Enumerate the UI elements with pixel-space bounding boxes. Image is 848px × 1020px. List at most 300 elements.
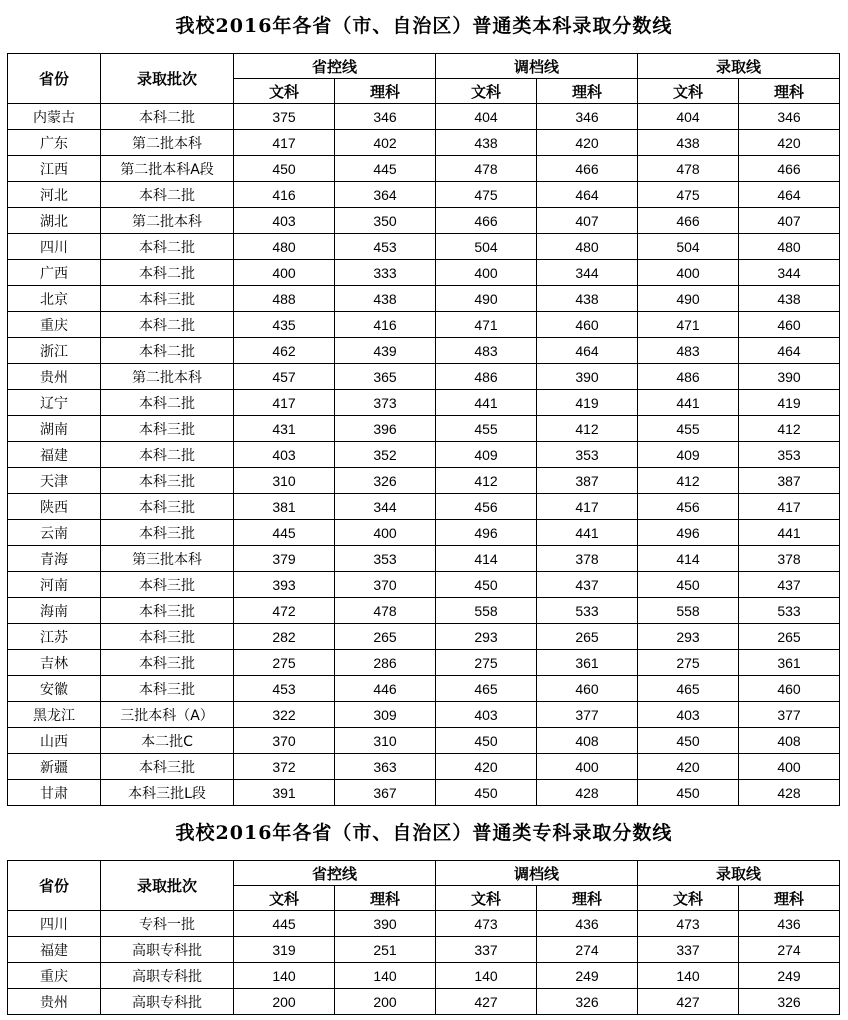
cell-batch: 第二批本科 [101,364,234,390]
cell-adjust-science: 438 [537,286,638,312]
cell-admit-arts: 478 [638,156,739,182]
cell-batch: 本科二批 [101,312,234,338]
cell-batch: 第二批本科 [101,208,234,234]
cell-admit-arts: 412 [638,468,739,494]
cell-admit-arts: 409 [638,442,739,468]
table-row [8,416,840,442]
cell-province: 安徽 [8,676,101,702]
table-row [8,598,840,624]
header-control-line: 省控线 [234,54,436,79]
cell-batch: 本科三批 [101,572,234,598]
header-admit-line: 录取线 [638,54,840,79]
table-row [8,104,840,130]
cell-control-science: 353 [335,546,436,572]
cell-control-arts: 282 [234,624,335,650]
cell-province: 四川 [8,234,101,260]
table-row [8,390,840,416]
cell-control-arts: 417 [234,390,335,416]
cell-batch: 本科二批 [101,104,234,130]
table-row [8,624,840,650]
cell-adjust-science: 377 [537,702,638,728]
cell-adjust-arts: 558 [436,598,537,624]
table-row [8,156,840,182]
cell-province: 贵州 [8,989,101,1015]
cell-province: 山西 [8,728,101,754]
cell-adjust-science: 436 [537,911,638,937]
cell-admit-science: 460 [739,676,840,702]
cell-adjust-science: 400 [537,754,638,780]
header-arts: 文科 [436,79,537,104]
cell-adjust-science: 419 [537,390,638,416]
cell-batch: 本科三批 [101,416,234,442]
cell-admit-science: 464 [739,182,840,208]
cell-province: 福建 [8,442,101,468]
cell-province: 吉林 [8,650,101,676]
vocational-table [7,860,840,1015]
cell-adjust-arts: 438 [436,130,537,156]
cell-control-science: 251 [335,937,436,963]
undergrad-table-body [8,104,840,806]
cell-admit-science: 436 [739,911,840,937]
cell-province: 福建 [8,937,101,963]
cell-batch: 高职专科批 [101,963,234,989]
cell-adjust-arts: 473 [436,911,537,937]
cell-adjust-arts: 412 [436,468,537,494]
cell-batch: 本科二批 [101,442,234,468]
cell-control-arts: 319 [234,937,335,963]
cell-adjust-science: 353 [537,442,638,468]
cell-batch: 本二批C [101,728,234,754]
cell-admit-arts: 486 [638,364,739,390]
cell-adjust-science: 249 [537,963,638,989]
cell-control-arts: 431 [234,416,335,442]
cell-admit-arts: 140 [638,963,739,989]
cell-control-science: 478 [335,598,436,624]
cell-admit-arts: 403 [638,702,739,728]
cell-control-science: 396 [335,416,436,442]
table-row [8,312,840,338]
cell-admit-science: 441 [739,520,840,546]
cell-batch: 高职专科批 [101,937,234,963]
cell-batch: 本科二批 [101,234,234,260]
table-row [8,546,840,572]
table-row [8,442,840,468]
cell-province: 海南 [8,598,101,624]
table-row [8,130,840,156]
cell-control-arts: 453 [234,676,335,702]
header-admit-line: 录取线 [638,861,840,886]
cell-control-science: 346 [335,104,436,130]
cell-province: 重庆 [8,312,101,338]
cell-adjust-arts: 409 [436,442,537,468]
cell-control-arts: 472 [234,598,335,624]
cell-control-arts: 400 [234,260,335,286]
cell-province: 云南 [8,520,101,546]
table-row [8,989,840,1015]
cell-admit-science: 417 [739,494,840,520]
table-row [8,468,840,494]
cell-batch: 本科三批 [101,624,234,650]
cell-province: 浙江 [8,338,101,364]
cell-adjust-science: 420 [537,130,638,156]
cell-control-science: 390 [335,911,436,937]
table-row [8,676,840,702]
header-science: 理科 [739,79,840,104]
table-row [8,520,840,546]
cell-batch: 高职专科批 [101,989,234,1015]
cell-province: 广西 [8,260,101,286]
cell-adjust-science: 533 [537,598,638,624]
cell-province: 陕西 [8,494,101,520]
cell-admit-science: 428 [739,780,840,806]
cell-control-science: 364 [335,182,436,208]
vocational-table-body [8,911,840,1015]
table-row [8,208,840,234]
cell-admit-science: 407 [739,208,840,234]
cell-control-arts: 480 [234,234,335,260]
cell-batch: 本科三批 [101,468,234,494]
cell-admit-science: 378 [739,546,840,572]
cell-admit-arts: 337 [638,937,739,963]
cell-admit-science: 408 [739,728,840,754]
cell-province: 江苏 [8,624,101,650]
cell-province: 湖北 [8,208,101,234]
cell-adjust-arts: 455 [436,416,537,442]
cell-control-science: 438 [335,286,436,312]
cell-adjust-arts: 496 [436,520,537,546]
cell-admit-science: 346 [739,104,840,130]
cell-control-arts: 275 [234,650,335,676]
cell-adjust-science: 412 [537,416,638,442]
cell-province: 河南 [8,572,101,598]
cell-adjust-science: 464 [537,338,638,364]
header-arts: 文科 [436,886,537,911]
cell-adjust-arts: 404 [436,104,537,130]
cell-admit-science: 438 [739,286,840,312]
cell-admit-arts: 404 [638,104,739,130]
cell-admit-arts: 504 [638,234,739,260]
table-row [8,937,840,963]
header-science: 理科 [335,886,436,911]
cell-admit-arts: 456 [638,494,739,520]
cell-province: 北京 [8,286,101,312]
cell-adjust-arts: 465 [436,676,537,702]
cell-adjust-arts: 471 [436,312,537,338]
table-row [8,911,840,937]
cell-control-science: 333 [335,260,436,286]
cell-control-arts: 416 [234,182,335,208]
cell-adjust-science: 408 [537,728,638,754]
cell-province: 四川 [8,911,101,937]
header-province: 省份 [8,54,101,104]
cell-admit-science: 420 [739,130,840,156]
cell-control-science: 367 [335,780,436,806]
cell-province: 黑龙江 [8,702,101,728]
cell-admit-arts: 466 [638,208,739,234]
table-row [8,182,840,208]
cell-batch: 本科三批L段 [101,780,234,806]
cell-adjust-arts: 504 [436,234,537,260]
header-arts: 文科 [234,886,335,911]
cell-adjust-science: 437 [537,572,638,598]
cell-control-science: 363 [335,754,436,780]
cell-admit-science: 460 [739,312,840,338]
cell-adjust-science: 464 [537,182,638,208]
header-arts: 文科 [638,79,739,104]
cell-province: 重庆 [8,963,101,989]
cell-adjust-science: 344 [537,260,638,286]
cell-admit-science: 390 [739,364,840,390]
cell-batch: 本科三批 [101,650,234,676]
cell-admit-arts: 475 [638,182,739,208]
cell-adjust-science: 441 [537,520,638,546]
table-row [8,364,840,390]
cell-admit-arts: 455 [638,416,739,442]
cell-adjust-arts: 420 [436,754,537,780]
cell-control-science: 400 [335,520,436,546]
cell-admit-arts: 450 [638,780,739,806]
cell-control-arts: 435 [234,312,335,338]
vocational-title: 我校2016年各省（市、自治区）普通类专科录取分数线 [175,822,673,844]
cell-batch: 三批本科（A） [101,702,234,728]
cell-admit-science: 353 [739,442,840,468]
table-row [8,650,840,676]
cell-control-arts: 322 [234,702,335,728]
cell-admit-science: 326 [739,989,840,1015]
cell-admit-arts: 450 [638,728,739,754]
cell-admit-arts: 400 [638,260,739,286]
cell-control-arts: 375 [234,104,335,130]
cell-batch: 本科三批 [101,520,234,546]
cell-admit-arts: 293 [638,624,739,650]
cell-control-arts: 462 [234,338,335,364]
cell-admit-science: 377 [739,702,840,728]
header-science: 理科 [335,79,436,104]
cell-control-science: 352 [335,442,436,468]
header-province: 省份 [8,861,101,911]
cell-control-arts: 391 [234,780,335,806]
cell-admit-science: 249 [739,963,840,989]
cell-control-science: 439 [335,338,436,364]
cell-admit-science: 387 [739,468,840,494]
header-arts: 文科 [234,79,335,104]
table-row [8,728,840,754]
cell-control-science: 453 [335,234,436,260]
table-row [8,572,840,598]
cell-adjust-arts: 475 [436,182,537,208]
cell-batch: 本科三批 [101,676,234,702]
cell-batch: 第二批本科A段 [101,156,234,182]
cell-control-arts: 372 [234,754,335,780]
cell-adjust-science: 274 [537,937,638,963]
table-row [8,780,840,806]
table-row [8,754,840,780]
cell-control-arts: 370 [234,728,335,754]
cell-batch: 第三批本科 [101,546,234,572]
cell-adjust-science: 460 [537,312,638,338]
cell-admit-arts: 473 [638,911,739,937]
cell-adjust-arts: 400 [436,260,537,286]
cell-batch: 本科三批 [101,598,234,624]
cell-control-arts: 379 [234,546,335,572]
cell-admit-arts: 496 [638,520,739,546]
cell-admit-science: 265 [739,624,840,650]
table-row [8,338,840,364]
cell-province: 贵州 [8,364,101,390]
cell-adjust-science: 361 [537,650,638,676]
cell-admit-arts: 420 [638,754,739,780]
cell-batch: 本科二批 [101,182,234,208]
cell-adjust-science: 407 [537,208,638,234]
header-batch: 录取批次 [101,861,234,911]
cell-adjust-science: 265 [537,624,638,650]
cell-province: 天津 [8,468,101,494]
cell-control-science: 416 [335,312,436,338]
cell-control-arts: 488 [234,286,335,312]
cell-adjust-science: 466 [537,156,638,182]
header-batch: 录取批次 [101,54,234,104]
cell-batch: 专科一批 [101,911,234,937]
cell-province: 新疆 [8,754,101,780]
cell-adjust-arts: 486 [436,364,537,390]
cell-batch: 本科三批 [101,754,234,780]
cell-adjust-science: 417 [537,494,638,520]
cell-admit-science: 464 [739,338,840,364]
cell-control-arts: 445 [234,911,335,937]
cell-control-science: 373 [335,390,436,416]
cell-batch: 本科二批 [101,260,234,286]
cell-admit-arts: 465 [638,676,739,702]
table-row [8,963,840,989]
cell-control-science: 370 [335,572,436,598]
table-row [8,702,840,728]
cell-adjust-science: 378 [537,546,638,572]
cell-admit-science: 533 [739,598,840,624]
cell-control-science: 446 [335,676,436,702]
cell-adjust-science: 346 [537,104,638,130]
cell-adjust-arts: 403 [436,702,537,728]
header-adjust-line: 调档线 [436,861,638,886]
cell-adjust-arts: 483 [436,338,537,364]
cell-control-science: 140 [335,963,436,989]
cell-province: 广东 [8,130,101,156]
cell-admit-science: 466 [739,156,840,182]
cell-adjust-arts: 450 [436,572,537,598]
cell-control-arts: 445 [234,520,335,546]
cell-control-science: 310 [335,728,436,754]
cell-adjust-science: 460 [537,676,638,702]
cell-control-arts: 457 [234,364,335,390]
cell-admit-arts: 471 [638,312,739,338]
cell-admit-science: 344 [739,260,840,286]
cell-adjust-arts: 441 [436,390,537,416]
cell-province: 甘肃 [8,780,101,806]
cell-admit-arts: 441 [638,390,739,416]
cell-admit-science: 419 [739,390,840,416]
cell-control-science: 445 [335,156,436,182]
cell-control-science: 200 [335,989,436,1015]
table-row [8,234,840,260]
cell-province: 辽宁 [8,390,101,416]
cell-adjust-arts: 466 [436,208,537,234]
cell-control-science: 365 [335,364,436,390]
cell-admit-science: 437 [739,572,840,598]
cell-control-science: 350 [335,208,436,234]
cell-province: 江西 [8,156,101,182]
cell-control-science: 309 [335,702,436,728]
cell-adjust-arts: 427 [436,989,537,1015]
undergrad-title: 我校2016年各省（市、自治区）普通类本科录取分数线 [175,15,673,37]
cell-admit-arts: 275 [638,650,739,676]
cell-province: 青海 [8,546,101,572]
cell-admit-arts: 483 [638,338,739,364]
cell-province: 河北 [8,182,101,208]
table-row [8,286,840,312]
cell-control-science: 286 [335,650,436,676]
cell-control-arts: 310 [234,468,335,494]
cell-adjust-arts: 478 [436,156,537,182]
header-science: 理科 [537,79,638,104]
cell-adjust-arts: 293 [436,624,537,650]
cell-batch: 第二批本科 [101,130,234,156]
cell-province: 湖南 [8,416,101,442]
cell-batch: 本科三批 [101,494,234,520]
cell-control-arts: 417 [234,130,335,156]
cell-control-science: 344 [335,494,436,520]
cell-adjust-science: 428 [537,780,638,806]
cell-control-arts: 450 [234,156,335,182]
cell-admit-arts: 450 [638,572,739,598]
cell-control-arts: 403 [234,442,335,468]
cell-admit-science: 480 [739,234,840,260]
cell-adjust-arts: 450 [436,780,537,806]
cell-admit-science: 400 [739,754,840,780]
cell-admit-arts: 558 [638,598,739,624]
cell-control-arts: 393 [234,572,335,598]
cell-adjust-science: 480 [537,234,638,260]
cell-adjust-arts: 490 [436,286,537,312]
cell-admit-arts: 438 [638,130,739,156]
cell-control-arts: 403 [234,208,335,234]
cell-adjust-science: 387 [537,468,638,494]
cell-control-science: 265 [335,624,436,650]
cell-adjust-arts: 450 [436,728,537,754]
header-science: 理科 [537,886,638,911]
cell-adjust-arts: 275 [436,650,537,676]
cell-batch: 本科二批 [101,338,234,364]
header-science: 理科 [739,886,840,911]
cell-adjust-arts: 140 [436,963,537,989]
cell-control-science: 402 [335,130,436,156]
cell-adjust-arts: 456 [436,494,537,520]
cell-province: 内蒙古 [8,104,101,130]
cell-admit-arts: 427 [638,989,739,1015]
header-arts: 文科 [638,886,739,911]
cell-control-arts: 381 [234,494,335,520]
table-row [8,260,840,286]
cell-batch: 本科三批 [101,286,234,312]
cell-admit-science: 412 [739,416,840,442]
cell-admit-arts: 490 [638,286,739,312]
cell-adjust-arts: 414 [436,546,537,572]
cell-adjust-science: 390 [537,364,638,390]
cell-admit-science: 274 [739,937,840,963]
cell-adjust-science: 326 [537,989,638,1015]
cell-control-arts: 140 [234,963,335,989]
cell-control-arts: 200 [234,989,335,1015]
header-adjust-line: 调档线 [436,54,638,79]
cell-batch: 本科二批 [101,390,234,416]
